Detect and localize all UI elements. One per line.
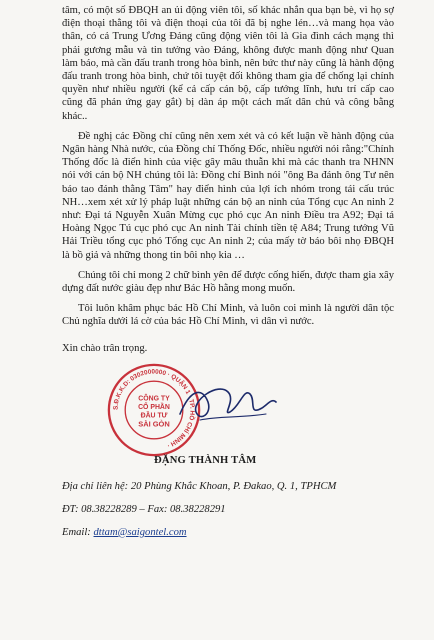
address-value: 20 Phùng Khắc Khoan, P. Đakao, Q. 1, TPHCM bbox=[130, 480, 337, 492]
svg-text:S.Đ.K.K.D: 0302000000 · QUẬN 1: S.Đ.K.K.D: 0302000000 · QUẬN 1 · TP. HỒ CHÍ MINH · bbox=[112, 368, 196, 449]
svg-text:CÔNG TY: CÔNG TY bbox=[138, 395, 170, 403]
svg-text:SÀI GÒN: SÀI GÒN bbox=[138, 418, 170, 428]
email-label: Email: bbox=[62, 526, 91, 538]
email-link[interactable]: dttam@saigontel.com bbox=[93, 526, 187, 538]
svg-text:ĐẦU TƯ: ĐẦU TƯ bbox=[140, 412, 168, 420]
signer-name: ĐẶNG THÀNH TÂM bbox=[154, 454, 257, 466]
address-label: Địa chỉ liên hệ: bbox=[62, 480, 129, 492]
paragraph-3: Chúng tôi chỉ mong 2 chữ bình yên để được cống hiến, được tham gia xây dựng đất nước giàu đẹp như Bác Hồ hằng mong muốn. bbox=[62, 269, 394, 295]
svg-text:CỔ PHẦN: CỔ PHẦN bbox=[138, 403, 170, 411]
contact-email bbox=[62, 526, 394, 540]
signature-block bbox=[62, 362, 394, 480]
phone-fax-value: ĐT: 08.38228289 – Fax: 08.38228291 bbox=[62, 503, 226, 515]
contact-phone bbox=[62, 503, 394, 517]
paragraph-2: Đề nghị các Đồng chí cũng nên xem xét và có kết luận về hành động của Ngân hàng Nhà nước, của Đồng chí Thống Đốc, nhiều người nói rằng:"Chính Thống đốc là điển hình của việc gây mâu thuẫn khi mà các thanh tra NHNN nói với cán bộ NH chúng tôi là: Đồng chí Bình nói "ông Ba đánh ông Tư nên báo tao đánh thằng Tâm" hay điển hình của lợi ích nhóm trong tái cấu trúc NH…xem xét xử lý pháp luật những cán bộ an ninh của Tổng cục An ninh 2 như: Đại tá Nguyễn Xuân Mừng cục phó cục An ninh Điều tra A92; Đại tá Hoàng Ngọc Tú cục phó cục An ninh Tài chính tiền tệ A84; Trung tướng Vũ Hải Triều tổng cục phó Tổng cục An ninh 2; của mấy tờ báo bôi nhọ ĐBQH là bồ giả và những thong tin bôi nhọ kia … bbox=[62, 130, 394, 261]
paragraph-1: tâm, có một số ĐBQH an ủi động viên tôi, số khác nhắn qua bạn bè, vì họ sợ điện thoại thằng tôi và điện thoại của tôi đã bị nghe lén…và mang họa vào thân, có cả Trung Ương Đảng cũng động viên tôi là Gia đình cách mạng thì phải gương mẫu và tin tưởng vào Đảng, không được manh động như Quan làm báo, mà cần đấu tranh trong hòa bình, nên bức thư này cũng là hành động đấu tranh trong hòa bình, chứ tôi tuyệt đối không tham gia để chống lại chính quyền như nhiều người (kể cả cấp cán bộ, cấp tướng lĩnh, hưu trí cấp cao cũng đã phản ứng gay gắt) bị dàn áp một cách mất dân chủ và công bằng khác.. bbox=[62, 5, 394, 122]
paragraph-4: Tôi luôn khâm phục bác Hồ Chí Minh, và luôn coi mình là người dân tộc Chủ nghĩa dưới lá cờ của bác Hồ Chí Minh, vì dân vì nước. bbox=[62, 303, 394, 328]
closing-greeting: Xin chào trân trọng. bbox=[62, 342, 148, 354]
handwritten-signature-icon bbox=[170, 372, 280, 432]
contact-address bbox=[62, 480, 394, 494]
